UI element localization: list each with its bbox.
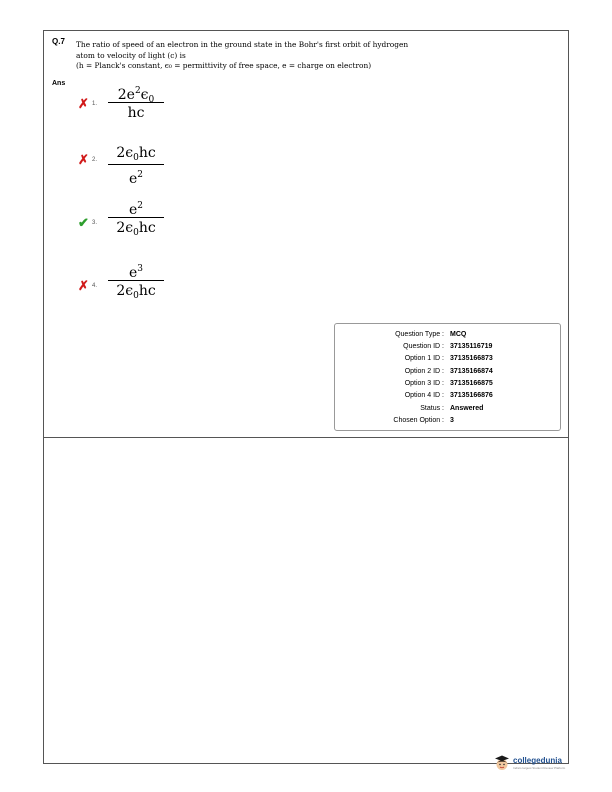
meta-row: Option 2 ID : 37135166874	[404, 368, 493, 375]
numerator: $2e^2\epsilon_0$	[117, 86, 155, 105]
option-number: 4.	[92, 283, 98, 289]
numerator: $e^2$	[128, 201, 144, 218]
question-number: Q.7	[52, 37, 65, 46]
brand-tagline: India's largest Student Review Platform	[513, 766, 566, 770]
wrong-mark-icon: ✗	[78, 278, 89, 293]
meta-row: Question ID : 37135116719	[403, 343, 493, 350]
meta-row: Question Type : MCQ	[395, 331, 467, 338]
option-fraction	[108, 144, 164, 185]
meta-row: Status : Answered	[420, 405, 484, 412]
denominator: $2\epsilon_0hc$	[116, 220, 156, 238]
option-number: 3.	[92, 220, 98, 226]
denominator: $2\epsilon_0hc$	[116, 283, 156, 301]
option-fraction	[108, 197, 164, 238]
fraction-bar	[108, 164, 164, 165]
question-details-box	[334, 323, 561, 431]
option-fraction	[108, 82, 164, 123]
question-line: The ratio of speed of an electron in the ground state in the Bohr's first orbit of hydrogen	[76, 40, 409, 49]
question-line: (h = Planck's constant, ϵ₀ = permittivity of free space, e = charge on electron)	[76, 61, 372, 70]
wrong-mark-icon: ✗	[78, 152, 89, 167]
option-fraction	[108, 260, 164, 301]
question-text	[76, 40, 496, 72]
numerator: $2\epsilon_0hc$	[116, 145, 156, 163]
numerator: $e^3$	[128, 264, 144, 281]
question-line: atom to velocity of light (c) is	[76, 50, 186, 60]
option-number: 2.	[92, 157, 98, 163]
option-number: 1.	[92, 101, 98, 107]
meta-row: Option 4 ID : 37135166876	[404, 392, 493, 399]
wrong-mark-icon: ✗	[78, 96, 89, 111]
fraction-bar	[108, 102, 164, 103]
meta-row: Option 3 ID : 37135166875	[404, 380, 493, 387]
meta-row: Chosen Option : 3	[393, 417, 454, 424]
check-mark-icon: ✔	[78, 215, 89, 230]
brand-name: collegedunia	[513, 756, 562, 765]
meta-row: Option 1 ID : 37135166873	[404, 355, 493, 362]
answer-label: Ans	[52, 80, 66, 87]
section-divider	[43, 437, 569, 438]
denominator: $e^2$	[128, 170, 144, 187]
graduate-face-icon	[494, 755, 510, 771]
denominator: hc	[127, 105, 145, 121]
